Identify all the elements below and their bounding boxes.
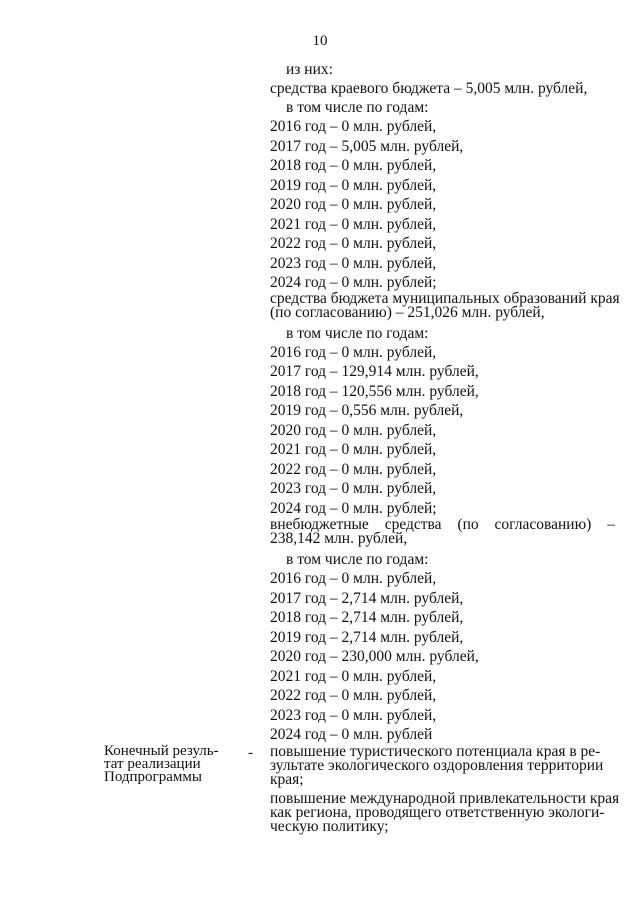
regional-year-row: 2024 год – 0 млн. рублей;: [270, 274, 437, 291]
extrabudget-word: внебюджетные: [270, 516, 369, 533]
municipal-year-row: 2018 год – 120,556 млн. рублей,: [270, 383, 479, 400]
result-label-line: тат реализации: [104, 756, 201, 772]
regional-year-row: 2022 год – 0 млн. рублей,: [270, 235, 437, 252]
regional-year-row: 2017 год – 5,005 млн. рублей,: [270, 138, 464, 155]
extrabudget-word: –: [607, 516, 615, 533]
regional-year-row: 2016 год – 0 млн. рублей,: [270, 118, 437, 135]
result-label-line: Подпрограммы: [104, 769, 202, 785]
result-item-1-line-2: зультате экологического оздоровления территории: [270, 757, 604, 774]
municipal-year-row: 2020 год – 0 млн. рублей,: [270, 422, 437, 439]
extrabudget-year-row: 2019 год – 2,714 млн. рублей,: [270, 629, 464, 646]
extrabudget-word: средства: [384, 516, 442, 533]
municipal-year-row: 2023 год – 0 млн. рублей,: [270, 480, 437, 497]
result-item-2-line-1: повышение международной привлекательности края: [270, 790, 620, 807]
result-item-2-line-3: ческую политику;: [270, 818, 389, 835]
of-which-label: из них:: [286, 61, 333, 78]
extrabudget-year-row: 2016 год – 0 млн. рублей,: [270, 570, 437, 587]
regional-year-row: 2018 год – 0 млн. рублей,: [270, 157, 437, 174]
extrabudget-year-row: 2021 год – 0 млн. рублей,: [270, 668, 437, 685]
regional-budget-total: средства краевого бюджета – 5,005 млн. рублей,: [270, 80, 588, 97]
municipal-year-row: 2016 год – 0 млн. рублей,: [270, 344, 437, 361]
result-label: [104, 745, 244, 784]
municipal-budget-line-1: средства бюджета муниципальных образований края: [270, 290, 620, 307]
extrabudget-year-row: 2017 год – 2,714 млн. рублей,: [270, 590, 464, 607]
extrabudget-by-year-label: в том числе по годам:: [286, 551, 429, 568]
extrabudget-year-row: 2020 год – 230,000 млн. рублей,: [270, 648, 479, 665]
extrabudget-line-2: 238,142 млн. рублей,: [270, 530, 408, 547]
extrabudget-year-row: 2024 год – 0 млн. рублей: [270, 726, 433, 743]
municipal-year-row: 2024 год – 0 млн. рублей;: [270, 500, 437, 517]
regional-by-year-label: в том числе по годам:: [286, 99, 429, 116]
regional-year-row: 2021 год – 0 млн. рублей,: [270, 216, 437, 233]
extrabudget-year-row: 2018 год – 2,714 млн. рублей,: [270, 609, 464, 626]
municipal-by-year-label: в том числе по годам:: [286, 325, 429, 342]
result-label-line: Конечный резуль-: [104, 743, 219, 759]
extrabudget-word: (по: [457, 516, 479, 533]
page-number: 10: [312, 33, 328, 49]
municipal-year-row: 2021 год – 0 млн. рублей,: [270, 441, 437, 458]
extrabudget-word: согласованию): [494, 516, 592, 533]
result-item-2-line-2: как региона, проводящего ответственную экологи-: [270, 804, 605, 821]
result-dash: -: [248, 745, 253, 761]
result-item-1-line-1: повышение туристического потенциала края в ре-: [270, 743, 601, 760]
regional-year-row: 2019 год – 0 млн. рублей,: [270, 177, 437, 194]
result-item-1-line-3: края;: [270, 771, 304, 788]
municipal-budget-line-2: (по согласованию) – 251,026 млн. рублей,: [270, 304, 545, 321]
municipal-year-row: 2019 год – 0,556 млн. рублей,: [270, 402, 464, 419]
regional-year-row: 2023 год – 0 млн. рублей,: [270, 255, 437, 272]
extrabudget-year-row: 2022 год – 0 млн. рублей,: [270, 687, 437, 704]
municipal-year-row: 2022 год – 0 млн. рублей,: [270, 461, 437, 478]
regional-year-row: 2020 год – 0 млн. рублей,: [270, 196, 437, 213]
municipal-year-row: 2017 год – 129,914 млн. рублей,: [270, 363, 479, 380]
extrabudget-year-row: 2023 год – 0 млн. рублей,: [270, 707, 437, 724]
